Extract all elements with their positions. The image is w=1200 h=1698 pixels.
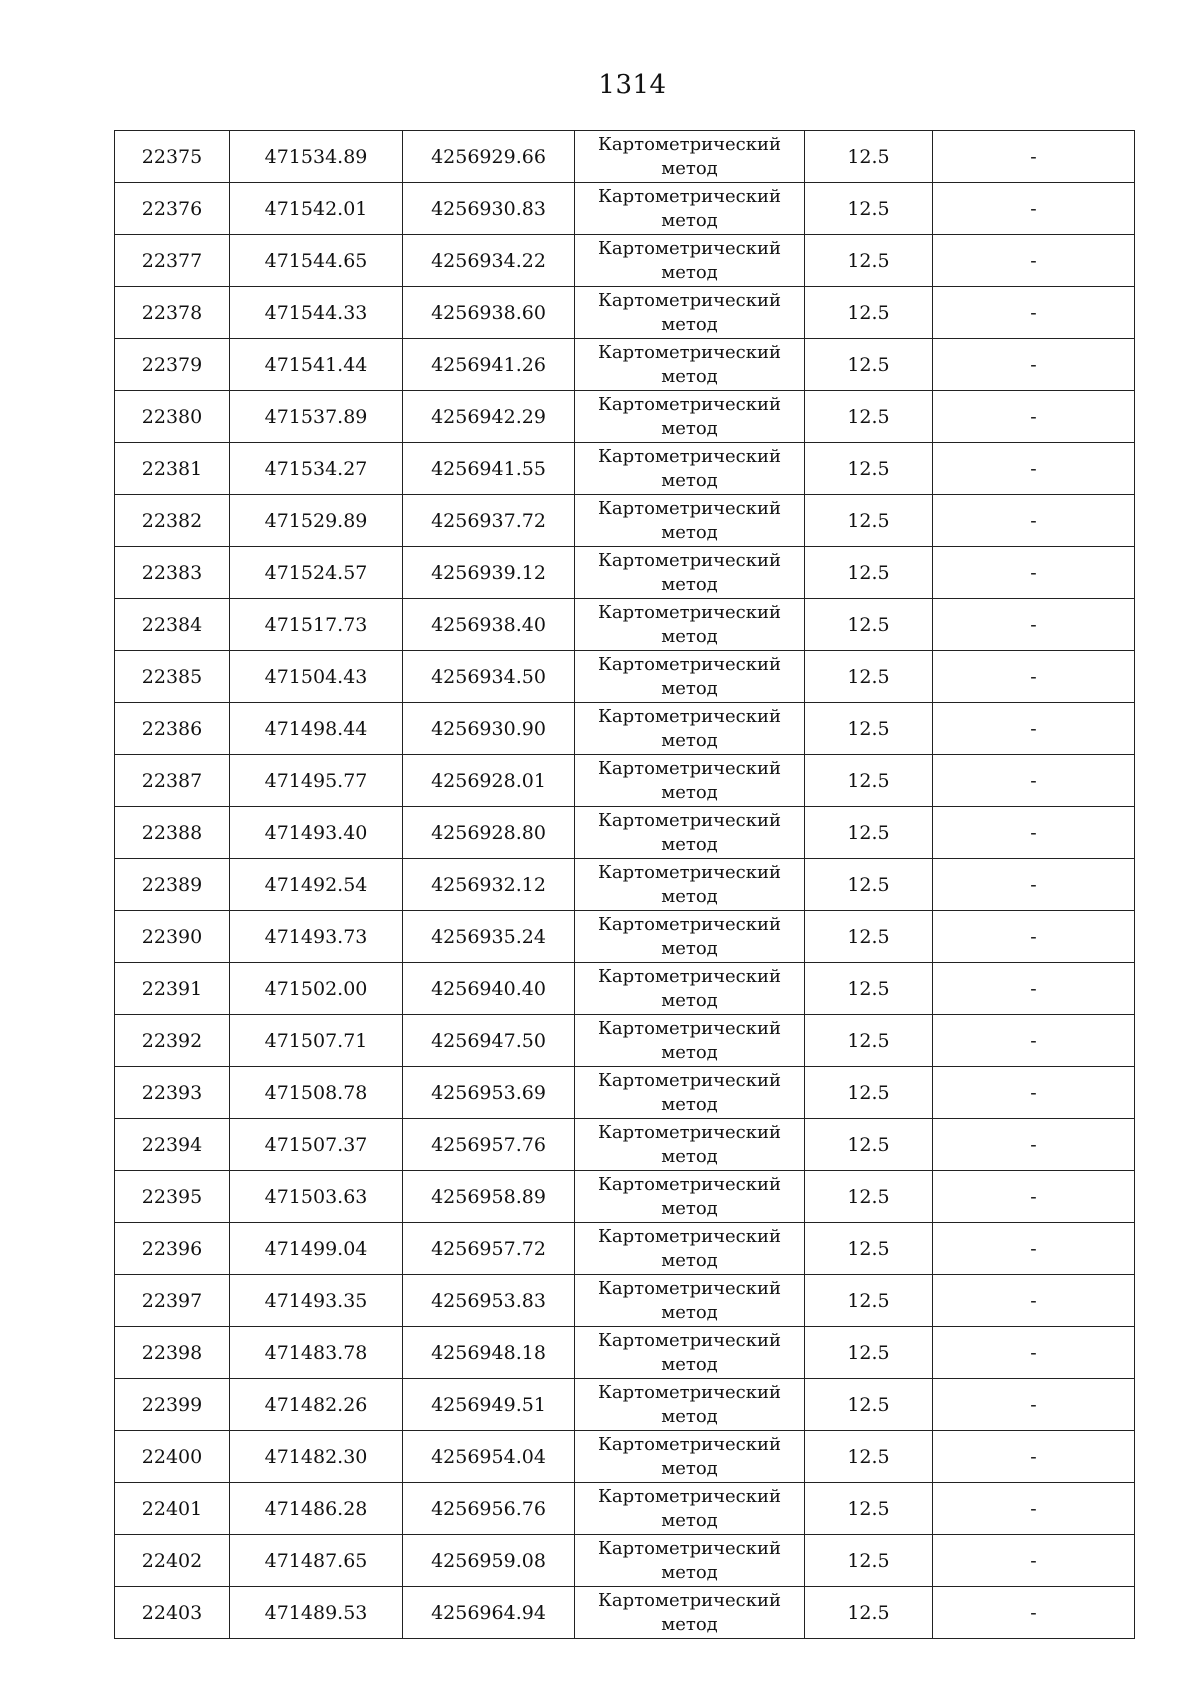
point-id-cell: 22387: [115, 755, 230, 807]
note-cell: -: [933, 1327, 1135, 1379]
point-id-cell: 22377: [115, 235, 230, 287]
y-coordinate-cell: 4256942.29: [403, 391, 575, 443]
table-row: [115, 1015, 1135, 1067]
y-coordinate-cell: 4256939.12: [403, 547, 575, 599]
note-cell: -: [933, 183, 1135, 235]
method-text-line: Картометрический: [598, 862, 781, 883]
note-cell: -: [933, 859, 1135, 911]
method-text-line: Картометрический: [598, 1590, 781, 1611]
accuracy-cell: 12.5: [805, 1067, 933, 1119]
x-coordinate-cell: 471493.35: [230, 1275, 403, 1327]
method-text-line: Картометрический: [598, 758, 781, 779]
y-coordinate-cell: 4256941.55: [403, 443, 575, 495]
x-coordinate-cell: 471504.43: [230, 651, 403, 703]
method-text-line: метод: [661, 158, 718, 179]
point-id-cell: 22375: [115, 131, 230, 183]
table-row: [115, 651, 1135, 703]
method-text-line: метод: [661, 366, 718, 387]
method-text-line: Картометрический: [598, 498, 781, 519]
method-text-line: Картометрический: [598, 810, 781, 831]
accuracy-cell: 12.5: [805, 1431, 933, 1483]
method-cell: [575, 1015, 805, 1067]
method-text-line: метод: [661, 262, 718, 283]
accuracy-cell: 12.5: [805, 703, 933, 755]
x-coordinate-cell: 471524.57: [230, 547, 403, 599]
method-text-line: метод: [661, 990, 718, 1011]
note-cell: -: [933, 1379, 1135, 1431]
point-id-cell: 22383: [115, 547, 230, 599]
note-cell: -: [933, 1119, 1135, 1171]
y-coordinate-cell: 4256930.83: [403, 183, 575, 235]
y-coordinate-cell: 4256957.72: [403, 1223, 575, 1275]
table-row: [115, 1431, 1135, 1483]
method-text-line: метод: [661, 782, 718, 803]
method-text-line: метод: [661, 210, 718, 231]
accuracy-cell: 12.5: [805, 1379, 933, 1431]
x-coordinate-cell: 471507.37: [230, 1119, 403, 1171]
x-coordinate-cell: 471499.04: [230, 1223, 403, 1275]
method-text-line: метод: [661, 1146, 718, 1167]
y-coordinate-cell: 4256941.26: [403, 339, 575, 391]
method-cell: [575, 1431, 805, 1483]
method-text-line: метод: [661, 834, 718, 855]
method-cell: [575, 287, 805, 339]
point-id-cell: 22396: [115, 1223, 230, 1275]
point-id-cell: 22379: [115, 339, 230, 391]
method-cell: [575, 651, 805, 703]
method-text-line: метод: [661, 1250, 718, 1271]
accuracy-cell: 12.5: [805, 1223, 933, 1275]
method-text-line: метод: [661, 1302, 718, 1323]
x-coordinate-cell: 471537.89: [230, 391, 403, 443]
accuracy-cell: 12.5: [805, 963, 933, 1015]
table-row: [115, 1275, 1135, 1327]
method-text-line: Картометрический: [598, 238, 781, 259]
point-id-cell: 22399: [115, 1379, 230, 1431]
x-coordinate-cell: 471534.27: [230, 443, 403, 495]
accuracy-cell: 12.5: [805, 183, 933, 235]
method-text-line: Картометрический: [598, 1018, 781, 1039]
table-row: [115, 1379, 1135, 1431]
note-cell: -: [933, 1483, 1135, 1535]
y-coordinate-cell: 4256930.90: [403, 703, 575, 755]
point-id-cell: 22388: [115, 807, 230, 859]
point-id-cell: 22402: [115, 1535, 230, 1587]
method-cell: [575, 495, 805, 547]
method-cell: [575, 391, 805, 443]
note-cell: -: [933, 287, 1135, 339]
point-id-cell: 22395: [115, 1171, 230, 1223]
method-cell: [575, 1119, 805, 1171]
x-coordinate-cell: 471542.01: [230, 183, 403, 235]
accuracy-cell: 12.5: [805, 1119, 933, 1171]
table-row: [115, 391, 1135, 443]
point-id-cell: 22397: [115, 1275, 230, 1327]
x-coordinate-cell: 471483.78: [230, 1327, 403, 1379]
point-id-cell: 22393: [115, 1067, 230, 1119]
method-text-line: Картометрический: [598, 1174, 781, 1195]
table-row: [115, 1327, 1135, 1379]
y-coordinate-cell: 4256949.51: [403, 1379, 575, 1431]
method-cell: [575, 1275, 805, 1327]
table-row: [115, 755, 1135, 807]
point-id-cell: 22390: [115, 911, 230, 963]
note-cell: -: [933, 651, 1135, 703]
point-id-cell: 22380: [115, 391, 230, 443]
table-row: [115, 911, 1135, 963]
accuracy-cell: 12.5: [805, 495, 933, 547]
y-coordinate-cell: 4256956.76: [403, 1483, 575, 1535]
point-id-cell: 22382: [115, 495, 230, 547]
accuracy-cell: 12.5: [805, 755, 933, 807]
method-text-line: Картометрический: [598, 914, 781, 935]
point-id-cell: 22401: [115, 1483, 230, 1535]
method-text-line: Картометрический: [598, 654, 781, 675]
y-coordinate-cell: 4256947.50: [403, 1015, 575, 1067]
accuracy-cell: 12.5: [805, 807, 933, 859]
method-text-line: Картометрический: [598, 1382, 781, 1403]
x-coordinate-cell: 471486.28: [230, 1483, 403, 1535]
table-row: [115, 1587, 1135, 1639]
method-cell: [575, 859, 805, 911]
accuracy-cell: 12.5: [805, 1535, 933, 1587]
x-coordinate-cell: 471493.73: [230, 911, 403, 963]
note-cell: -: [933, 1275, 1135, 1327]
y-coordinate-cell: 4256953.69: [403, 1067, 575, 1119]
table-row: [115, 703, 1135, 755]
y-coordinate-cell: 4256928.01: [403, 755, 575, 807]
y-coordinate-cell: 4256932.12: [403, 859, 575, 911]
table-row: [115, 1067, 1135, 1119]
point-id-cell: 22392: [115, 1015, 230, 1067]
method-cell: [575, 443, 805, 495]
note-cell: -: [933, 391, 1135, 443]
accuracy-cell: 12.5: [805, 547, 933, 599]
method-cell: [575, 183, 805, 235]
y-coordinate-cell: 4256964.94: [403, 1587, 575, 1639]
method-text-line: Картометрический: [598, 446, 781, 467]
y-coordinate-cell: 4256958.89: [403, 1171, 575, 1223]
table-row: [115, 1223, 1135, 1275]
note-cell: -: [933, 807, 1135, 859]
method-text-line: Картометрический: [598, 966, 781, 987]
coordinates-table: [114, 130, 1135, 1639]
method-text-line: Картометрический: [598, 550, 781, 571]
table-row: [115, 443, 1135, 495]
y-coordinate-cell: 4256953.83: [403, 1275, 575, 1327]
method-text-line: метод: [661, 1042, 718, 1063]
x-coordinate-cell: 471498.44: [230, 703, 403, 755]
table-body: [115, 131, 1135, 1639]
note-cell: -: [933, 599, 1135, 651]
table-row: [115, 339, 1135, 391]
point-id-cell: 22394: [115, 1119, 230, 1171]
method-cell: [575, 1327, 805, 1379]
method-cell: [575, 755, 805, 807]
note-cell: -: [933, 443, 1135, 495]
accuracy-cell: 12.5: [805, 1327, 933, 1379]
note-cell: -: [933, 339, 1135, 391]
method-text-line: метод: [661, 1614, 718, 1635]
method-cell: [575, 911, 805, 963]
x-coordinate-cell: 471482.30: [230, 1431, 403, 1483]
point-id-cell: 22381: [115, 443, 230, 495]
method-text-line: метод: [661, 470, 718, 491]
method-text-line: метод: [661, 1354, 718, 1375]
accuracy-cell: 12.5: [805, 131, 933, 183]
x-coordinate-cell: 471492.54: [230, 859, 403, 911]
accuracy-cell: 12.5: [805, 1275, 933, 1327]
y-coordinate-cell: 4256957.76: [403, 1119, 575, 1171]
table-row: [115, 1119, 1135, 1171]
y-coordinate-cell: 4256928.80: [403, 807, 575, 859]
method-text-line: Картометрический: [598, 342, 781, 363]
method-text-line: Картометрический: [598, 1278, 781, 1299]
accuracy-cell: 12.5: [805, 391, 933, 443]
method-text-line: метод: [661, 886, 718, 907]
method-cell: [575, 703, 805, 755]
table-row: [115, 599, 1135, 651]
point-id-cell: 22391: [115, 963, 230, 1015]
method-cell: [575, 1535, 805, 1587]
y-coordinate-cell: 4256934.50: [403, 651, 575, 703]
accuracy-cell: 12.5: [805, 1587, 933, 1639]
note-cell: -: [933, 911, 1135, 963]
note-cell: -: [933, 755, 1135, 807]
note-cell: -: [933, 1067, 1135, 1119]
accuracy-cell: 12.5: [805, 651, 933, 703]
point-id-cell: 22378: [115, 287, 230, 339]
note-cell: -: [933, 1431, 1135, 1483]
method-cell: [575, 1067, 805, 1119]
page-number: 1314: [598, 70, 667, 100]
x-coordinate-cell: 471544.33: [230, 287, 403, 339]
method-cell: [575, 547, 805, 599]
method-cell: [575, 1223, 805, 1275]
note-cell: -: [933, 235, 1135, 287]
table-row: [115, 183, 1135, 235]
method-text-line: метод: [661, 1094, 718, 1115]
method-cell: [575, 599, 805, 651]
method-text-line: метод: [661, 522, 718, 543]
y-coordinate-cell: 4256935.24: [403, 911, 575, 963]
method-text-line: метод: [661, 1198, 718, 1219]
point-id-cell: 22403: [115, 1587, 230, 1639]
point-id-cell: 22400: [115, 1431, 230, 1483]
method-text-line: Картометрический: [598, 186, 781, 207]
method-text-line: Картометрический: [598, 1330, 781, 1351]
accuracy-cell: 12.5: [805, 859, 933, 911]
table-row: [115, 963, 1135, 1015]
point-id-cell: 22384: [115, 599, 230, 651]
point-id-cell: 22386: [115, 703, 230, 755]
method-text-line: метод: [661, 1510, 718, 1531]
x-coordinate-cell: 471489.53: [230, 1587, 403, 1639]
y-coordinate-cell: 4256954.04: [403, 1431, 575, 1483]
y-coordinate-cell: 4256938.40: [403, 599, 575, 651]
note-cell: -: [933, 1015, 1135, 1067]
point-id-cell: 22385: [115, 651, 230, 703]
table-row: [115, 131, 1135, 183]
method-text-line: метод: [661, 1406, 718, 1427]
x-coordinate-cell: 471502.00: [230, 963, 403, 1015]
note-cell: -: [933, 495, 1135, 547]
x-coordinate-cell: 471541.44: [230, 339, 403, 391]
point-id-cell: 22376: [115, 183, 230, 235]
method-cell: [575, 1483, 805, 1535]
method-text-line: метод: [661, 314, 718, 335]
method-text-line: метод: [661, 730, 718, 751]
table-row: [115, 495, 1135, 547]
y-coordinate-cell: 4256937.72: [403, 495, 575, 547]
method-text-line: Картометрический: [598, 602, 781, 623]
table-row: [115, 1483, 1135, 1535]
y-coordinate-cell: 4256934.22: [403, 235, 575, 287]
method-text-line: метод: [661, 938, 718, 959]
method-text-line: Картометрический: [598, 1486, 781, 1507]
y-coordinate-cell: 4256940.40: [403, 963, 575, 1015]
method-cell: [575, 1379, 805, 1431]
accuracy-cell: 12.5: [805, 287, 933, 339]
method-text-line: Картометрический: [598, 1122, 781, 1143]
y-coordinate-cell: 4256929.66: [403, 131, 575, 183]
note-cell: -: [933, 703, 1135, 755]
point-id-cell: 22389: [115, 859, 230, 911]
method-cell: [575, 235, 805, 287]
x-coordinate-cell: 471508.78: [230, 1067, 403, 1119]
note-cell: -: [933, 131, 1135, 183]
y-coordinate-cell: 4256959.08: [403, 1535, 575, 1587]
accuracy-cell: 12.5: [805, 1015, 933, 1067]
method-cell: [575, 1587, 805, 1639]
note-cell: -: [933, 1223, 1135, 1275]
method-text-line: метод: [661, 1562, 718, 1583]
method-text-line: метод: [661, 574, 718, 595]
x-coordinate-cell: 471517.73: [230, 599, 403, 651]
table-row: [115, 235, 1135, 287]
table-row: [115, 287, 1135, 339]
table-row: [115, 547, 1135, 599]
y-coordinate-cell: 4256948.18: [403, 1327, 575, 1379]
x-coordinate-cell: 471495.77: [230, 755, 403, 807]
x-coordinate-cell: 471507.71: [230, 1015, 403, 1067]
table-row: [115, 859, 1135, 911]
method-cell: [575, 807, 805, 859]
accuracy-cell: 12.5: [805, 911, 933, 963]
accuracy-cell: 12.5: [805, 339, 933, 391]
note-cell: -: [933, 1535, 1135, 1587]
x-coordinate-cell: 471503.63: [230, 1171, 403, 1223]
method-text-line: Картометрический: [598, 1070, 781, 1091]
accuracy-cell: 12.5: [805, 235, 933, 287]
method-cell: [575, 1171, 805, 1223]
method-text-line: Картометрический: [598, 1538, 781, 1559]
method-text-line: метод: [661, 678, 718, 699]
method-text-line: Картометрический: [598, 1226, 781, 1247]
accuracy-cell: 12.5: [805, 1483, 933, 1535]
method-cell: [575, 339, 805, 391]
point-id-cell: 22398: [115, 1327, 230, 1379]
method-text-line: Картометрический: [598, 134, 781, 155]
method-text-line: метод: [661, 626, 718, 647]
x-coordinate-cell: 471487.65: [230, 1535, 403, 1587]
x-coordinate-cell: 471493.40: [230, 807, 403, 859]
method-text-line: Картометрический: [598, 706, 781, 727]
x-coordinate-cell: 471529.89: [230, 495, 403, 547]
x-coordinate-cell: 471482.26: [230, 1379, 403, 1431]
note-cell: -: [933, 1171, 1135, 1223]
method-text-line: метод: [661, 418, 718, 439]
method-text-line: метод: [661, 1458, 718, 1479]
accuracy-cell: 12.5: [805, 599, 933, 651]
method-text-line: Картометрический: [598, 1434, 781, 1455]
accuracy-cell: 12.5: [805, 1171, 933, 1223]
x-coordinate-cell: 471544.65: [230, 235, 403, 287]
table-row: [115, 1171, 1135, 1223]
table-row: [115, 1535, 1135, 1587]
method-text-line: Картометрический: [598, 290, 781, 311]
method-cell: [575, 963, 805, 1015]
y-coordinate-cell: 4256938.60: [403, 287, 575, 339]
x-coordinate-cell: 471534.89: [230, 131, 403, 183]
accuracy-cell: 12.5: [805, 443, 933, 495]
note-cell: -: [933, 547, 1135, 599]
note-cell: -: [933, 963, 1135, 1015]
note-cell: -: [933, 1587, 1135, 1639]
table-row: [115, 807, 1135, 859]
method-cell: [575, 131, 805, 183]
method-text-line: Картометрический: [598, 394, 781, 415]
